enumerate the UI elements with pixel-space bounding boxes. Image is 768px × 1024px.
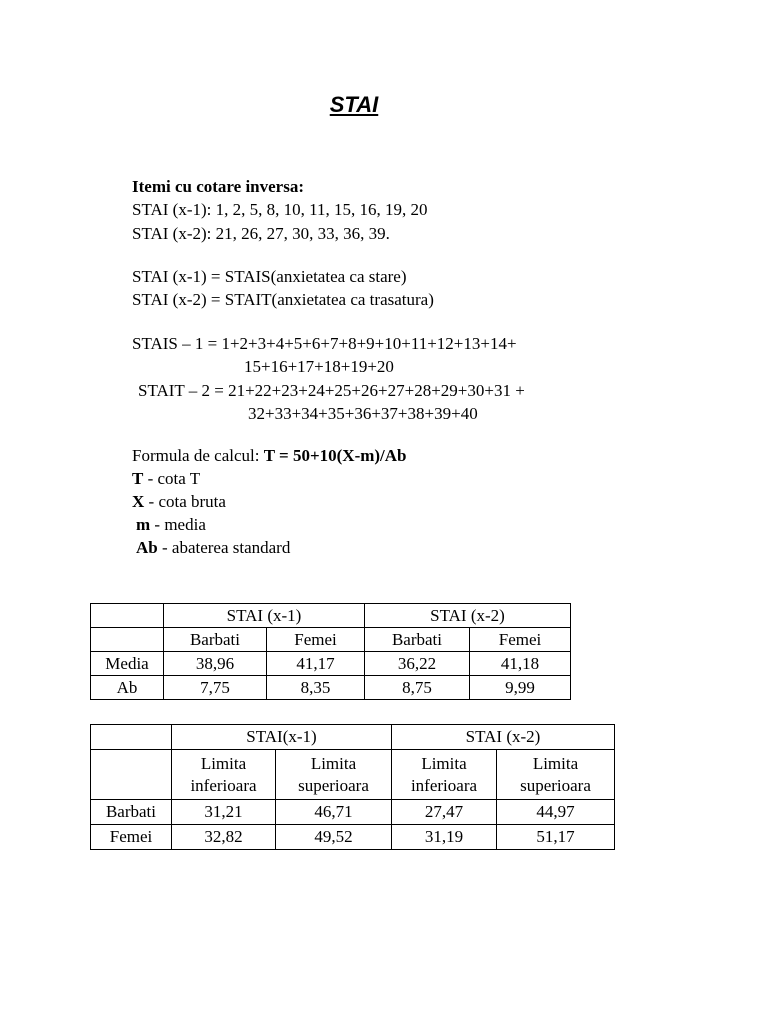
row-label: Femei — [91, 825, 172, 850]
table-group-header: STAI (x-2) — [392, 725, 615, 750]
table-row — [91, 800, 615, 825]
table-row — [91, 725, 615, 750]
definition-x1: STAI (x-1) = STAIS(anxietatea ca stare) — [132, 267, 407, 286]
table-row — [91, 628, 571, 652]
table-cell — [91, 604, 164, 628]
table-cell — [91, 628, 164, 652]
sum-stait-line2: 32+33+34+35+36+37+38+39+40 — [248, 404, 478, 423]
table-row — [91, 750, 615, 800]
table-cell: 31,21 — [172, 800, 276, 825]
table-cell: 51,17 — [497, 825, 615, 850]
table-cell: 36,22 — [365, 652, 470, 676]
legend-m: m - media — [136, 515, 206, 534]
table-cell: 49,52 — [276, 825, 392, 850]
legend-ab: Ab - abaterea standard — [136, 538, 291, 557]
table-subheader: Limita inferioara — [392, 750, 497, 800]
table-subheader: Limita superioara — [276, 750, 392, 800]
table-cell: 8,75 — [365, 676, 470, 700]
table-subheader: Femei — [267, 628, 365, 652]
row-label: Ab — [91, 676, 164, 700]
table-group-header: STAI (x-1) — [164, 604, 365, 628]
table-cell: 38,96 — [164, 652, 267, 676]
table-cell: 9,99 — [470, 676, 571, 700]
table-row — [91, 676, 571, 700]
table-cell: 46,71 — [276, 800, 392, 825]
table-cell: 44,97 — [497, 800, 615, 825]
table-group-header: STAI (x-2) — [365, 604, 571, 628]
table-cell: 32,82 — [172, 825, 276, 850]
reverse-items-x1: STAI (x-1): 1, 2, 5, 8, 10, 11, 15, 16, 19, 20 — [132, 200, 428, 219]
table-cell: 8,35 — [267, 676, 365, 700]
page-title: STAI — [329, 92, 379, 117]
sum-stait-line1: STAIT – 2 = 21+22+23+24+25+26+27+28+29+30+31 + — [138, 381, 525, 400]
table-cell: 27,47 — [392, 800, 497, 825]
table-cell — [91, 750, 172, 800]
table-subheader: Barbati — [365, 628, 470, 652]
table-row — [91, 825, 615, 850]
table-cell — [91, 725, 172, 750]
legend-x: X - cota bruta — [132, 492, 226, 511]
table-group-header: STAI(x-1) — [172, 725, 392, 750]
sum-stais-line1: STAIS – 1 = 1+2+3+4+5+6+7+8+9+10+11+12+13+14+ — [132, 334, 517, 353]
reverse-items-x2: STAI (x-2): 21, 26, 27, 30, 33, 36, 39. — [132, 224, 390, 243]
table-cell: 7,75 — [164, 676, 267, 700]
row-label: Media — [91, 652, 164, 676]
sum-stais-line2: 15+16+17+18+19+20 — [244, 357, 394, 376]
table-cell: 31,19 — [392, 825, 497, 850]
means-table — [90, 603, 571, 700]
table-subheader: Limita inferioara — [172, 750, 276, 800]
formula-expression: T = 50+10(X-m)/Ab — [263, 446, 407, 465]
table-cell: 41,18 — [470, 652, 571, 676]
table-subheader: Limita superioara — [497, 750, 615, 800]
legend-t: T - cota T — [132, 469, 201, 488]
table-cell: 41,17 — [267, 652, 365, 676]
table-subheader: Barbati — [164, 628, 267, 652]
row-label: Barbati — [91, 800, 172, 825]
table-subheader: Femei — [470, 628, 571, 652]
definition-x2: STAI (x-2) = STAIT(anxietatea ca trasatura) — [132, 290, 434, 309]
table-row — [91, 604, 571, 628]
limits-table — [90, 724, 615, 850]
reverse-items-heading: Itemi cu cotare inversa: — [132, 177, 304, 196]
formula-line: Formula de calcul: T = 50+10(X-m)/Ab — [132, 446, 407, 465]
table-row — [91, 652, 571, 676]
